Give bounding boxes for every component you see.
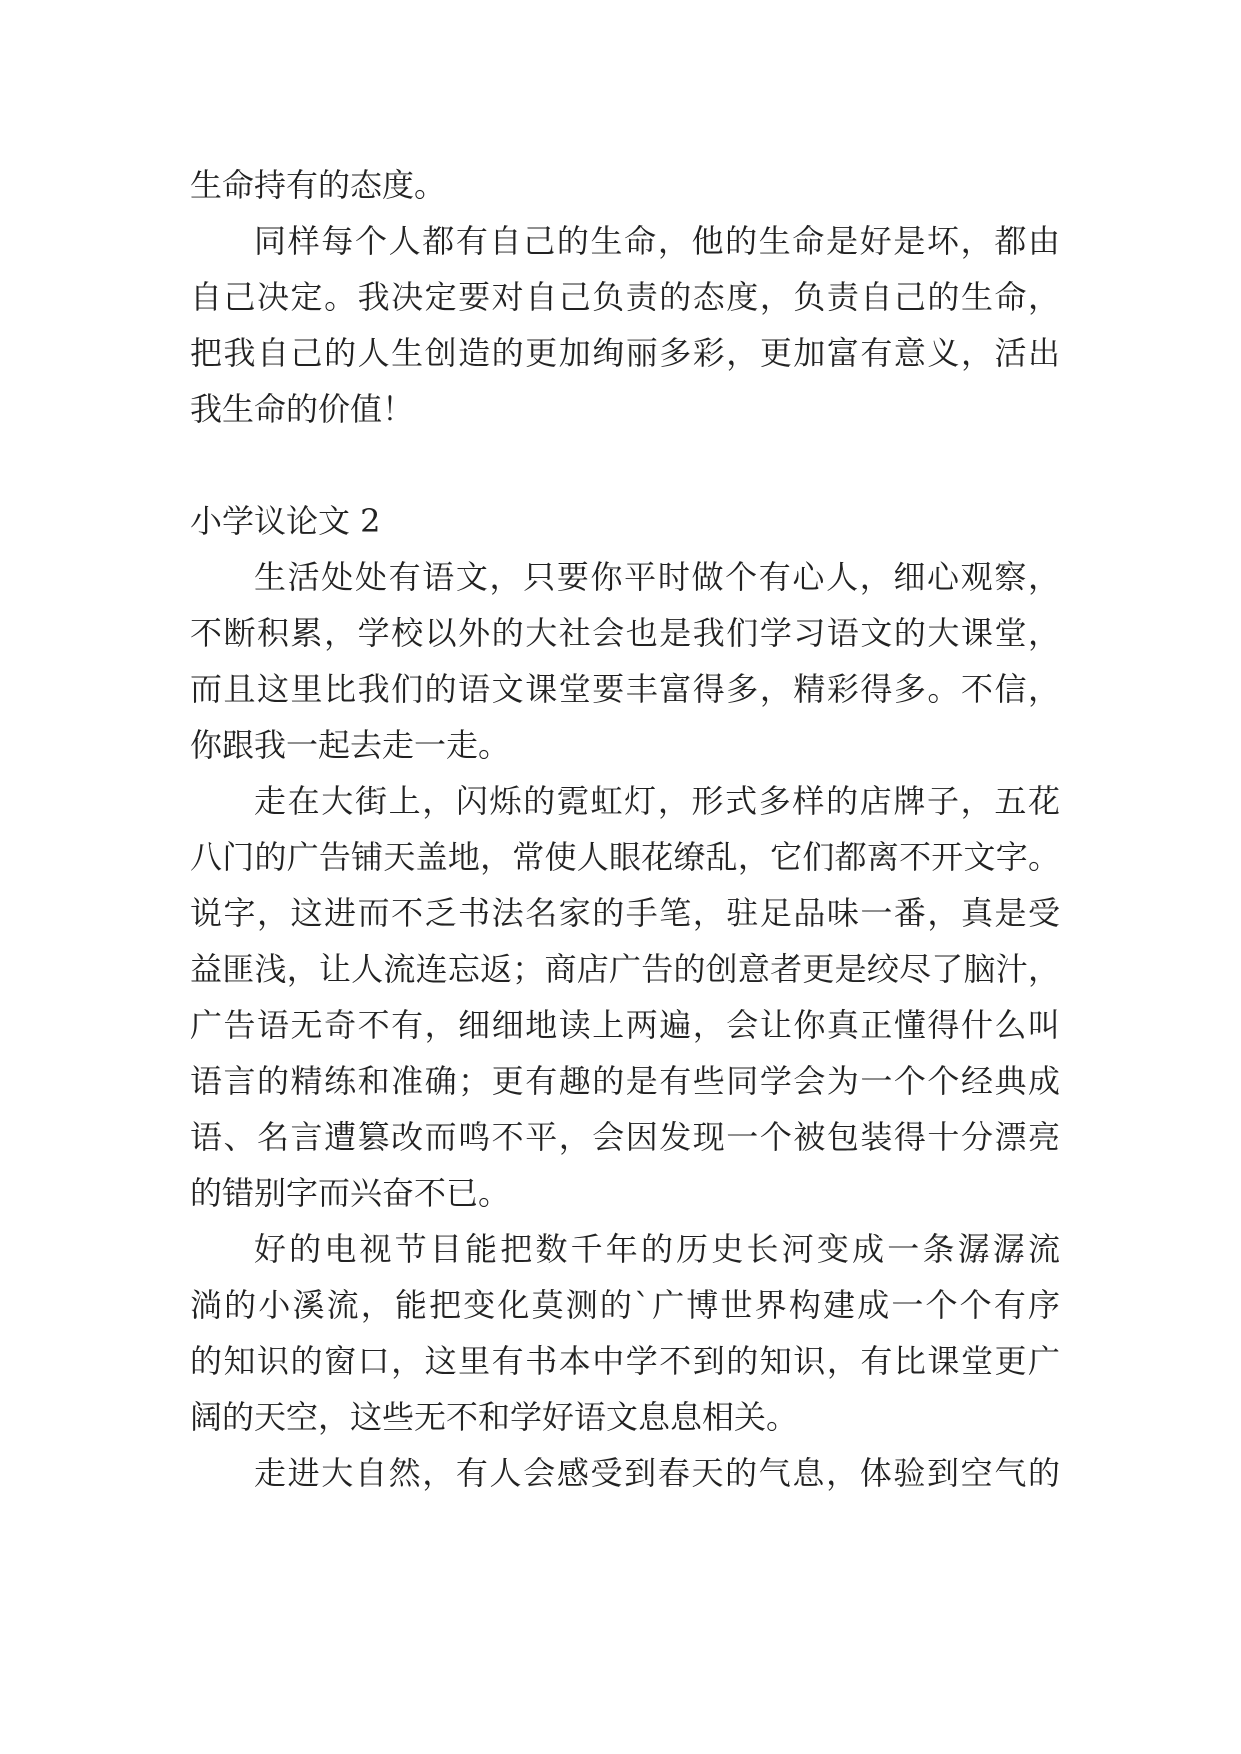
text-line: 不断积累，学校以外的大社会也是我们学习语文的大课堂， bbox=[190, 614, 1060, 652]
paragraph-tv-programs bbox=[190, 1221, 1060, 1445]
text-line: 的错别字而兴奋不已。 bbox=[190, 1174, 511, 1212]
text-line: 走进大自然，有人会感受到春天的气息，体验到空气的 bbox=[254, 1454, 1060, 1492]
text-line: 生活处处有语文，只要你平时做个有心人，细心观察， bbox=[254, 558, 1060, 596]
text-line: 而且这里比我们的语文课堂要丰富得多，精彩得多。不信， bbox=[190, 670, 1060, 708]
text-line: 我生命的价值！ bbox=[190, 390, 415, 428]
document-body bbox=[190, 157, 1060, 1501]
section-heading: 小学议论文 2 bbox=[190, 502, 381, 540]
text-line: 语言的精练和准确；更有趣的是有些同学会为一个个经典成 bbox=[190, 1062, 1060, 1100]
paragraph-nature bbox=[190, 1445, 1060, 1501]
text-line: 淌的小溪流，能把变化莫测的`广博世界构建成一个个有序 bbox=[190, 1286, 1060, 1324]
paragraph-life-value bbox=[190, 213, 1060, 437]
paragraph-continuation bbox=[190, 157, 1060, 213]
text-line: 自己决定。我决定要对自己负责的态度，负责自己的生命， bbox=[190, 278, 1060, 316]
text-line: 的知识的窗口，这里有书本中学不到的知识，有比课堂更广 bbox=[190, 1342, 1060, 1380]
text-line: 好的电视节目能把数千年的历史长河变成一条潺潺流 bbox=[254, 1230, 1060, 1268]
text-line: 广告语无奇不有，细细地读上两遍，会让你真正懂得什么叫 bbox=[190, 1006, 1060, 1044]
text-line: 生命持有的态度。 bbox=[190, 166, 447, 204]
text-line: 八门的广告铺天盖地，常使人眼花缭乱，它们都离不开文字。 bbox=[190, 838, 1060, 876]
paragraph-street-signs bbox=[190, 773, 1060, 1221]
text-line: 同样每个人都有自己的生命，他的生命是好是坏，都由 bbox=[254, 222, 1060, 260]
text-line: 阔的天空，这些无不和学好语文息息相关。 bbox=[190, 1398, 799, 1436]
text-line: 把我自己的人生创造的更加绚丽多彩，更加富有意义，活出 bbox=[190, 334, 1060, 372]
text-line: 说字，这进而不乏书法名家的手笔，驻足品味一番，真是受 bbox=[190, 894, 1060, 932]
text-line: 你跟我一起去走一走。 bbox=[190, 726, 511, 764]
text-line: 语、名言遭篡改而鸣不平，会因发现一个被包装得十分漂亮 bbox=[190, 1118, 1060, 1156]
paragraph-language-everywhere bbox=[190, 549, 1060, 773]
text-line: 走在大街上，闪烁的霓虹灯，形式多样的店牌子，五花 bbox=[254, 782, 1060, 820]
text-line: 益匪浅，让人流连忘返；商店广告的创意者更是绞尽了脑汁， bbox=[190, 950, 1060, 988]
